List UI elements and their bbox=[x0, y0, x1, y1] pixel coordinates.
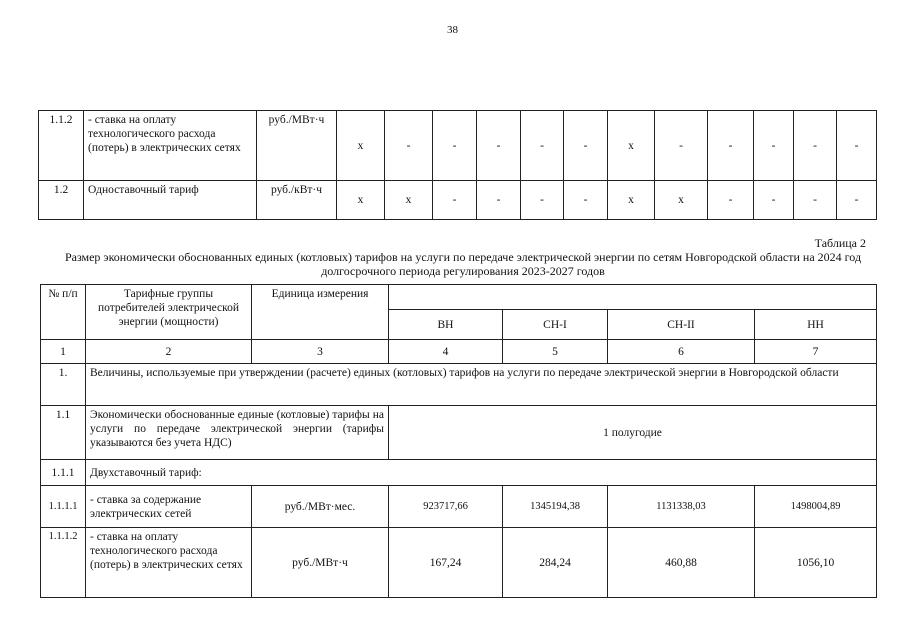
table-caption: Размер экономически обоснованных единых (котловых) тарифов на услуги по передаче электрической энергии по сетям Новгородской области на 2024 год долгосрочного периода регулирования 2023-2027 годов bbox=[64, 250, 862, 278]
row-number: 1.1.2 bbox=[39, 111, 84, 181]
column-number: 7 bbox=[755, 340, 877, 364]
table-cell: - bbox=[708, 181, 754, 220]
row-number: 1.1.1 bbox=[41, 460, 86, 486]
value-cell: 1131338,03 bbox=[608, 486, 755, 528]
header-level: НН bbox=[755, 310, 877, 340]
value-cell: 1056,10 bbox=[755, 528, 877, 598]
table-cell: - bbox=[754, 181, 794, 220]
page-number: 38 bbox=[447, 24, 458, 36]
table-cell: - bbox=[837, 181, 877, 220]
table-cell: - bbox=[794, 111, 837, 181]
column-number-row bbox=[41, 340, 877, 364]
value-cell: 284,24 bbox=[503, 528, 608, 598]
row-label: - ставка за содержание электрических сетей bbox=[86, 486, 252, 528]
table-cell: - bbox=[708, 111, 754, 181]
unit-cell: руб./МВт·ч bbox=[257, 111, 337, 181]
table-cell: - bbox=[433, 111, 477, 181]
unit-cell: руб./МВт·мес. bbox=[252, 486, 389, 528]
row-number: 1.2 bbox=[39, 181, 84, 220]
row-label: Величины, используемые при утверждении (расчете) единых (котловых) тарифов на услуги по передаче электрической энергии в Новгородской области bbox=[86, 364, 877, 406]
value-cell: 923717,66 bbox=[389, 486, 503, 528]
table-cell: - bbox=[837, 111, 877, 181]
table-title bbox=[60, 236, 866, 278]
unit-cell: руб./кВт·ч bbox=[257, 181, 337, 220]
header-row bbox=[41, 285, 877, 310]
table-cell: x bbox=[337, 181, 385, 220]
row-label: Экономически обоснованные единые (котловые) тарифы на услуги по передаче электрической энергии (тарифы указываются без учета НДС) bbox=[86, 406, 389, 460]
value-cell: 460,88 bbox=[608, 528, 755, 598]
table-cell: - bbox=[754, 111, 794, 181]
unit-cell: руб./МВт·ч bbox=[252, 528, 389, 598]
header-levels-span bbox=[389, 285, 877, 310]
table-cell: x bbox=[608, 111, 655, 181]
table-cell: - bbox=[521, 181, 564, 220]
table-cell: x bbox=[385, 181, 433, 220]
table-cell: - bbox=[385, 111, 433, 181]
column-number: 2 bbox=[86, 340, 252, 364]
column-number: 1 bbox=[41, 340, 86, 364]
table-cell: - bbox=[564, 181, 608, 220]
row-label: Одноставочный тариф bbox=[84, 181, 257, 220]
row-number: 1.1.1.2 bbox=[41, 528, 86, 598]
header-level: СН-II bbox=[608, 310, 755, 340]
header-level: ВН bbox=[389, 310, 503, 340]
row-number: 1. bbox=[41, 364, 86, 406]
header-num: № п/п bbox=[41, 285, 86, 340]
table-number: Таблица 2 bbox=[814, 236, 866, 250]
value-cell: 167,24 bbox=[389, 528, 503, 598]
table-cell: x bbox=[337, 111, 385, 181]
table-row bbox=[39, 181, 877, 220]
column-number: 5 bbox=[503, 340, 608, 364]
header-group: Тарифные группы потребителей электрической энергии (мощности) bbox=[86, 285, 252, 340]
table-cell: - bbox=[794, 181, 837, 220]
column-number: 3 bbox=[252, 340, 389, 364]
row-label: - ставка на оплату технологического расхода (потерь) в электрических сетях bbox=[86, 528, 252, 598]
table-row bbox=[41, 486, 877, 528]
table-row bbox=[41, 528, 877, 598]
row-number: 1.1.1.1 bbox=[41, 486, 86, 528]
table-cell: - bbox=[477, 111, 521, 181]
table-cell: - bbox=[433, 181, 477, 220]
table-cell: - bbox=[564, 111, 608, 181]
period-cell: 1 полугодие bbox=[389, 406, 877, 460]
header-unit: Единица измерения bbox=[252, 285, 389, 340]
row-number: 1.1 bbox=[41, 406, 86, 460]
tariff-table bbox=[40, 284, 877, 598]
table-row bbox=[41, 364, 877, 406]
table-row bbox=[39, 111, 877, 181]
header-level: СН-I bbox=[503, 310, 608, 340]
column-number: 4 bbox=[389, 340, 503, 364]
table-cell: x bbox=[608, 181, 655, 220]
row-label: Двухставочный тариф: bbox=[86, 460, 877, 486]
value-cell: 1345194,38 bbox=[503, 486, 608, 528]
table-cell: - bbox=[655, 111, 708, 181]
table-row bbox=[41, 460, 877, 486]
value-cell: 1498004,89 bbox=[755, 486, 877, 528]
table-row bbox=[41, 406, 877, 460]
table-cell: - bbox=[477, 181, 521, 220]
row-label: - ставка на оплату технологического расхода (потерь) в электрических сетях bbox=[84, 111, 257, 181]
continuation-table bbox=[38, 110, 877, 220]
table-cell: x bbox=[655, 181, 708, 220]
table-cell: - bbox=[521, 111, 564, 181]
column-number: 6 bbox=[608, 340, 755, 364]
